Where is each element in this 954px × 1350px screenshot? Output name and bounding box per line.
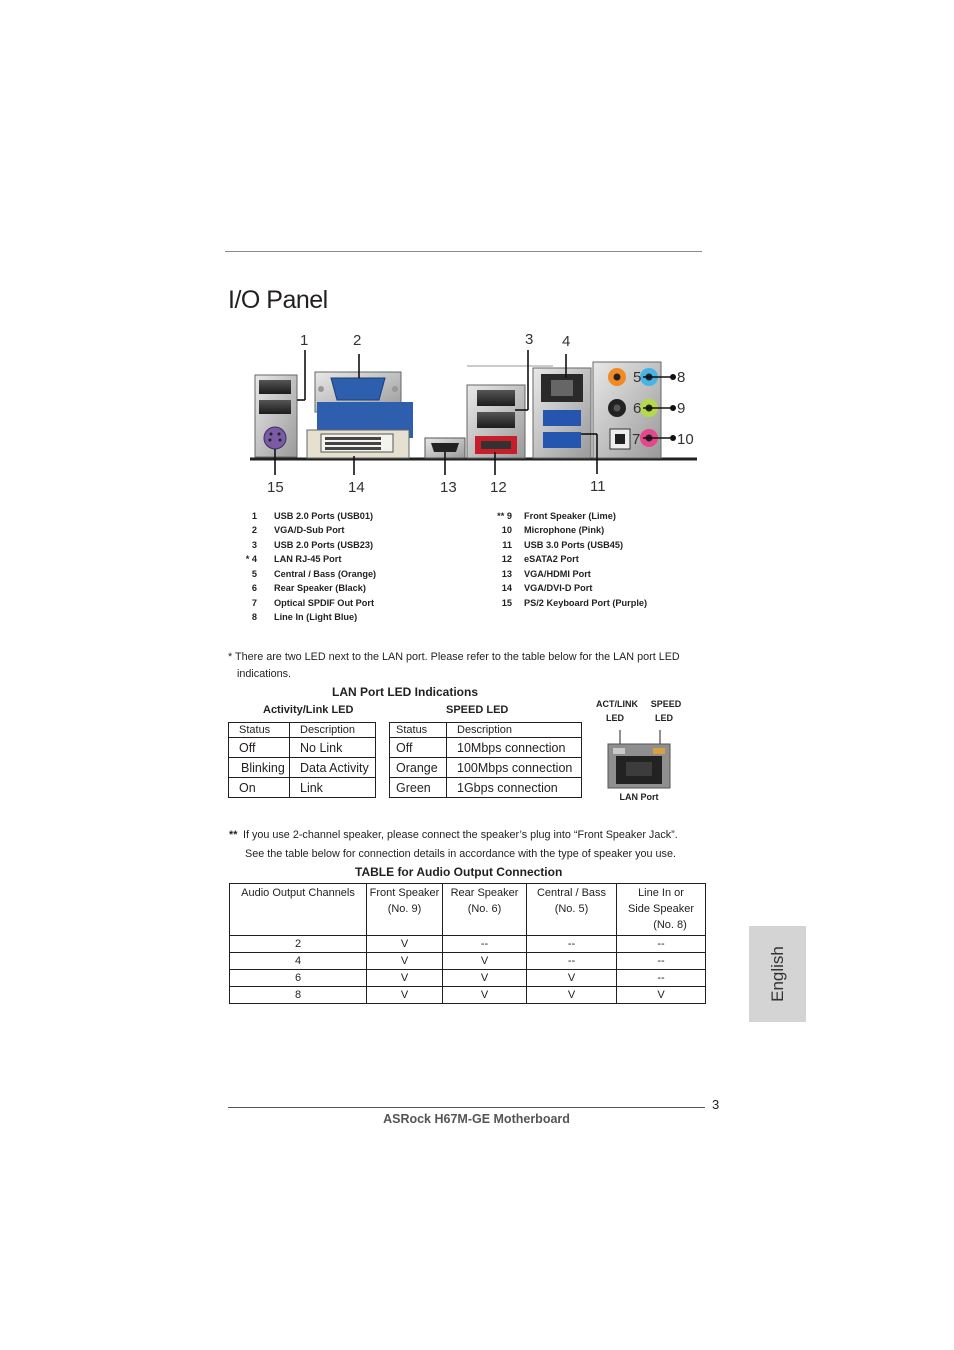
page-title: I/O Panel: [228, 286, 328, 314]
table-header-row: [230, 884, 706, 936]
legend-num: 3: [251, 540, 257, 550]
speed-label-2: LED: [655, 713, 673, 723]
table-row: [230, 953, 706, 970]
header-cell: Description: [290, 723, 376, 738]
table-cell: --: [617, 936, 706, 953]
legend-num: 14: [501, 583, 512, 593]
bottom-rule: [228, 1107, 705, 1108]
table-cell: --: [617, 970, 706, 987]
table-row: [229, 738, 376, 758]
callout-12: 12: [490, 479, 507, 496]
legend-num: 5: [251, 569, 257, 579]
legend-num: 12: [501, 554, 512, 564]
legend-num: * 4: [245, 554, 257, 564]
header-cell: [230, 884, 367, 936]
audio-output-table: [229, 883, 706, 1004]
table-cell: V: [443, 987, 527, 1004]
table-cell: 10Mbps connection: [447, 738, 582, 758]
table-cell: Orange: [390, 758, 447, 778]
callout-9: 9: [677, 400, 686, 417]
legend-label: eSATA2 Port: [524, 554, 579, 564]
legend-num: 7: [251, 598, 257, 608]
legend-label: VGA/DVI-D Port: [524, 583, 593, 593]
act-link-label-1: ACT/LINK: [596, 699, 638, 709]
header-line: (No. 9): [387, 903, 422, 915]
header-cell: [443, 884, 527, 936]
header-cell: [617, 884, 706, 936]
table-cell: --: [443, 936, 527, 953]
legend-label: VGA/D-Sub Port: [274, 525, 345, 535]
table-cell: 1Gbps connection: [447, 778, 582, 798]
table-cell: V: [367, 987, 443, 1004]
page-number: 3: [712, 1097, 720, 1112]
header-line: (No. 8): [653, 919, 687, 931]
table-cell: --: [617, 953, 706, 970]
table-cell: 8: [230, 987, 367, 1004]
legend-label: LAN RJ-45 Port: [274, 554, 342, 564]
footer-text: ASRock H67M-GE Motherboard: [383, 1112, 570, 1126]
lan-led-heading: LAN Port LED Indications: [332, 685, 479, 699]
header-line: Audio Output Channels: [241, 887, 355, 899]
legend-label: Optical SPDIF Out Port: [274, 598, 375, 608]
legend-label: USB 3.0 Ports (USB45): [524, 540, 624, 550]
legend-label: Rear Speaker (Black): [274, 583, 366, 593]
header-cell: [367, 884, 443, 936]
act-link-label-2: LED: [606, 713, 624, 723]
speaker-note-line2: See the table below for connection details in accordance with the type of speaker you use.: [245, 848, 676, 860]
callout-11: 11: [590, 478, 606, 495]
lan-port-icon: [604, 728, 674, 790]
table-cell: 2: [230, 936, 367, 953]
callout-10: 10: [677, 431, 694, 448]
usb23-esata-stack: [467, 385, 525, 458]
table-cell: V: [527, 970, 617, 987]
header-line: Central / Bass: [536, 887, 607, 899]
table-cell: V: [367, 936, 443, 953]
table-row: [229, 758, 376, 778]
table-cell: Off: [229, 738, 290, 758]
header-line: (No. 5): [554, 903, 589, 915]
table-cell: V: [367, 953, 443, 970]
table-cell: 100Mbps connection: [447, 758, 582, 778]
table-cell: V: [527, 987, 617, 1004]
table-cell: V: [443, 970, 527, 987]
callout-2: 2: [353, 332, 362, 349]
usb-ps2-stack: [255, 375, 297, 457]
vga-dsub: [315, 372, 413, 438]
header-cell: Status: [229, 723, 290, 738]
legend-label: Microphone (Pink): [524, 525, 605, 535]
table-cell: 4: [230, 953, 367, 970]
header-cell: [527, 884, 617, 936]
table-cell: V: [367, 970, 443, 987]
speed-led-table: [389, 722, 582, 798]
table-row: [390, 738, 582, 758]
table-row: [230, 987, 706, 1004]
legend-num: 11: [502, 540, 512, 550]
header-line: Front Speaker: [369, 887, 440, 899]
lan-note-line2: indications.: [237, 668, 292, 680]
legend-num: 6: [251, 583, 257, 593]
legend-num: 1: [251, 511, 257, 521]
lan-usb3-stack: [533, 368, 591, 458]
table-cell: V: [443, 953, 527, 970]
table-header-row: [229, 723, 376, 738]
legend-label: PS/2 Keyboard Port (Purple): [524, 598, 648, 608]
legend-label: USB 2.0 Ports (USB23): [274, 540, 374, 550]
vga-dvi: [307, 430, 409, 458]
table-cell: No Link: [290, 738, 376, 758]
table-row: [230, 970, 706, 987]
table-cell: Link: [290, 778, 376, 798]
callout-5: 5: [633, 369, 642, 386]
speaker-note-line1: If you use 2-channel speaker, please connect the speaker’s plug into “Front Speaker Jack”.: [243, 829, 678, 841]
callout-4: 4: [562, 333, 571, 350]
table-cell: Blinking: [229, 758, 290, 778]
speed-label-1: SPEED: [650, 699, 682, 709]
legend-label: Front Speaker (Lime): [524, 511, 616, 521]
callout-7: 7: [632, 431, 641, 448]
speed-led-title: SPEED LED: [446, 704, 509, 716]
legend-num: 10: [501, 525, 512, 535]
activity-led-title: Activity/Link LED: [263, 704, 354, 716]
table-cell: --: [527, 936, 617, 953]
language-label: English: [767, 946, 787, 1002]
legend-num: 8: [251, 612, 257, 622]
callout-6: 6: [633, 400, 642, 417]
table-header-row: [390, 723, 582, 738]
legend-label: Line In (Light Blue): [274, 612, 358, 622]
callout-3: 3: [525, 331, 534, 348]
table-cell: --: [527, 953, 617, 970]
lan-port-label: LAN Port: [619, 792, 659, 802]
table-cell: V: [617, 987, 706, 1004]
speaker-note-marker: **: [229, 829, 238, 841]
callout-15: 15: [267, 479, 284, 496]
callout-1: 1: [300, 332, 309, 349]
callout-8: 8: [677, 369, 686, 386]
callout-13: 13: [440, 479, 457, 496]
legend-num: 15: [501, 598, 512, 608]
table-row: [390, 758, 582, 778]
activity-led-table: [228, 722, 376, 798]
table-row: [229, 778, 376, 798]
legend-label: VGA/HDMI Port: [524, 569, 591, 579]
callout-14: 14: [348, 479, 365, 496]
table-cell: On: [229, 778, 290, 798]
header-line: (No. 6): [467, 903, 502, 915]
legend-num: ** 9: [497, 511, 512, 521]
lan-note-line1: * There are two LED next to the LAN port. Please refer to the table below for the LAN port LED: [228, 651, 680, 663]
legend-label: Central / Bass (Orange): [274, 569, 377, 579]
legend-num: 13: [501, 569, 512, 579]
table-row: [390, 778, 582, 798]
legend-num: 2: [251, 525, 257, 535]
header-line: Line In or: [638, 887, 684, 899]
header-cell: Description: [447, 723, 582, 738]
audio-table-title: TABLE for Audio Output Connection: [355, 865, 563, 879]
table-cell: 6: [230, 970, 367, 987]
header-line: Side Speaker: [627, 903, 695, 915]
table-cell: Data Activity: [290, 758, 376, 778]
header-line: Rear Speaker: [450, 887, 519, 899]
table-row: [230, 936, 706, 953]
table-cell: Green: [390, 778, 447, 798]
legend-label: USB 2.0 Ports (USB01): [274, 511, 374, 521]
header-cell: Status: [390, 723, 447, 738]
top-rule: [225, 251, 702, 252]
language-side-tab: [749, 926, 806, 1022]
table-cell: Off: [390, 738, 447, 758]
